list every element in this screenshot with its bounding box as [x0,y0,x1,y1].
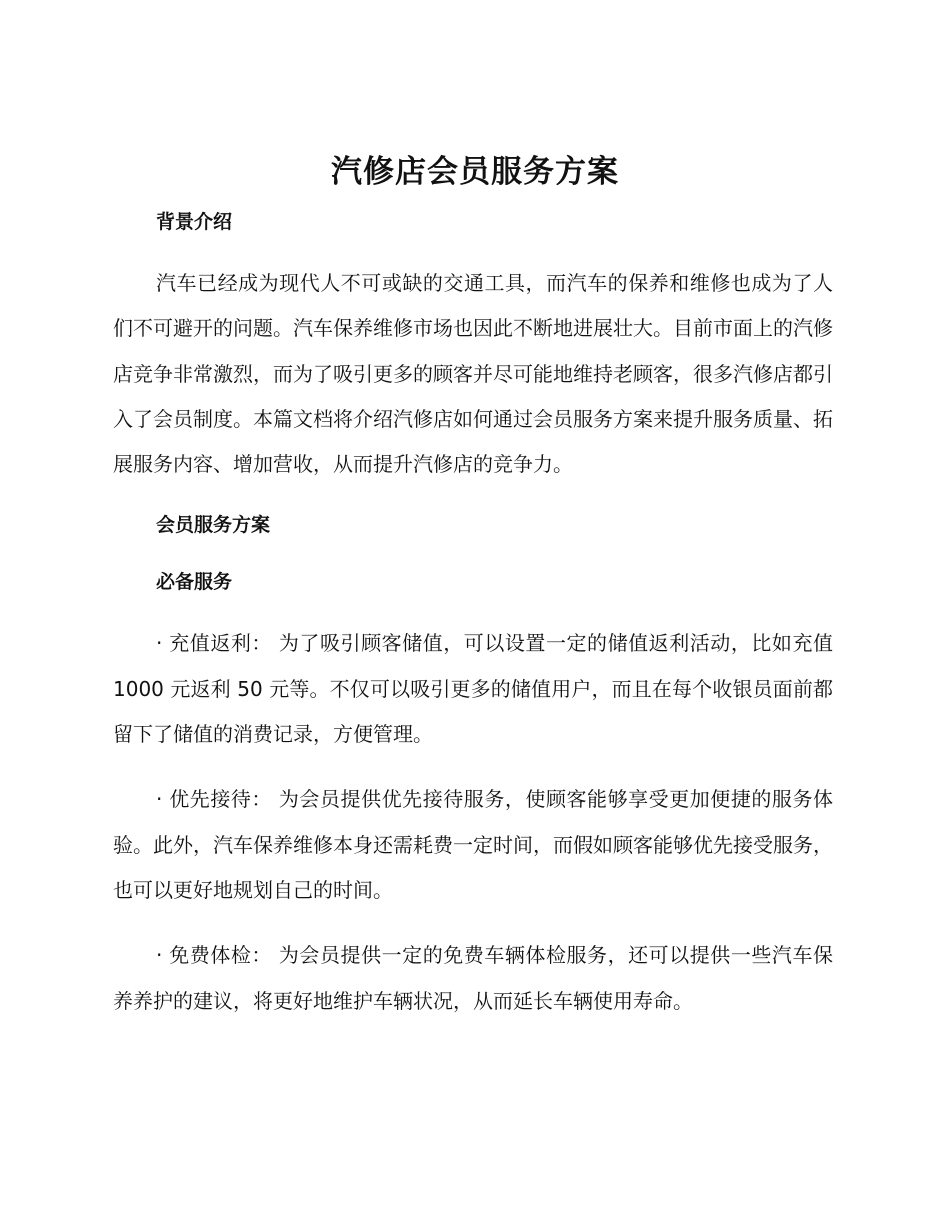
service-item-recharge-rebate [113,621,833,757]
background-paragraph: 汽车已经成为现代人不可或缺的交通工具，而汽车的保养和维修也成为了人们不可避开的问题。汽车保养维修市场也因此不断地进展壮大。目前市面上的汽修店竞争非常激烈，而为了吸引更多的顾客并尽可能地维持老顾客，很多汽修店都引入了会员制度。本篇文档将介绍汽修店如何通过会员服务方案来提升服务质量、拓展服务内容、增加营收，从而提升汽修店的竞争力。 [113,271,833,477]
service-item-text: 为会员提供一定的免费车辆体检服务，还可以提供一些汽车保养养护的建议，将更好地维护车辆状况，从而延长车辆使用寿命。 [113,943,834,1013]
service-item-text: 为会员提供优先接待服务，使顾客能够享受更加便捷的服务体验。此外，汽车保养维修本身还需耗费一定时间，而假如顾客能够优先接受服务，也可以更好地规划自己的时间。 [113,787,834,902]
service-item-label: · 优先接待： [156,787,272,812]
document-body [113,204,833,1044]
service-item-free-inspection [113,933,833,1024]
service-item-text: 为了吸引顾客储值，可以设置一定的储值返利活动，比如充值 1000 元返利 50 元等。不仅可以吸引更多的储值用户，而且在每个收银员面前都留下了储值的消费记录，方便管理。 [113,631,834,747]
section-heading-plan: 会员服务方案 [156,514,271,537]
service-item-priority-reception [113,777,833,913]
document-title: 汽修店会员服务方案 [331,154,619,190]
service-item-label: · 充值返利： [156,631,272,656]
service-item-label: · 免费体检： [156,943,272,968]
subsection-heading-essential-services: 必备服务 [156,571,233,594]
section-heading-background: 背景介绍 [156,211,233,233]
